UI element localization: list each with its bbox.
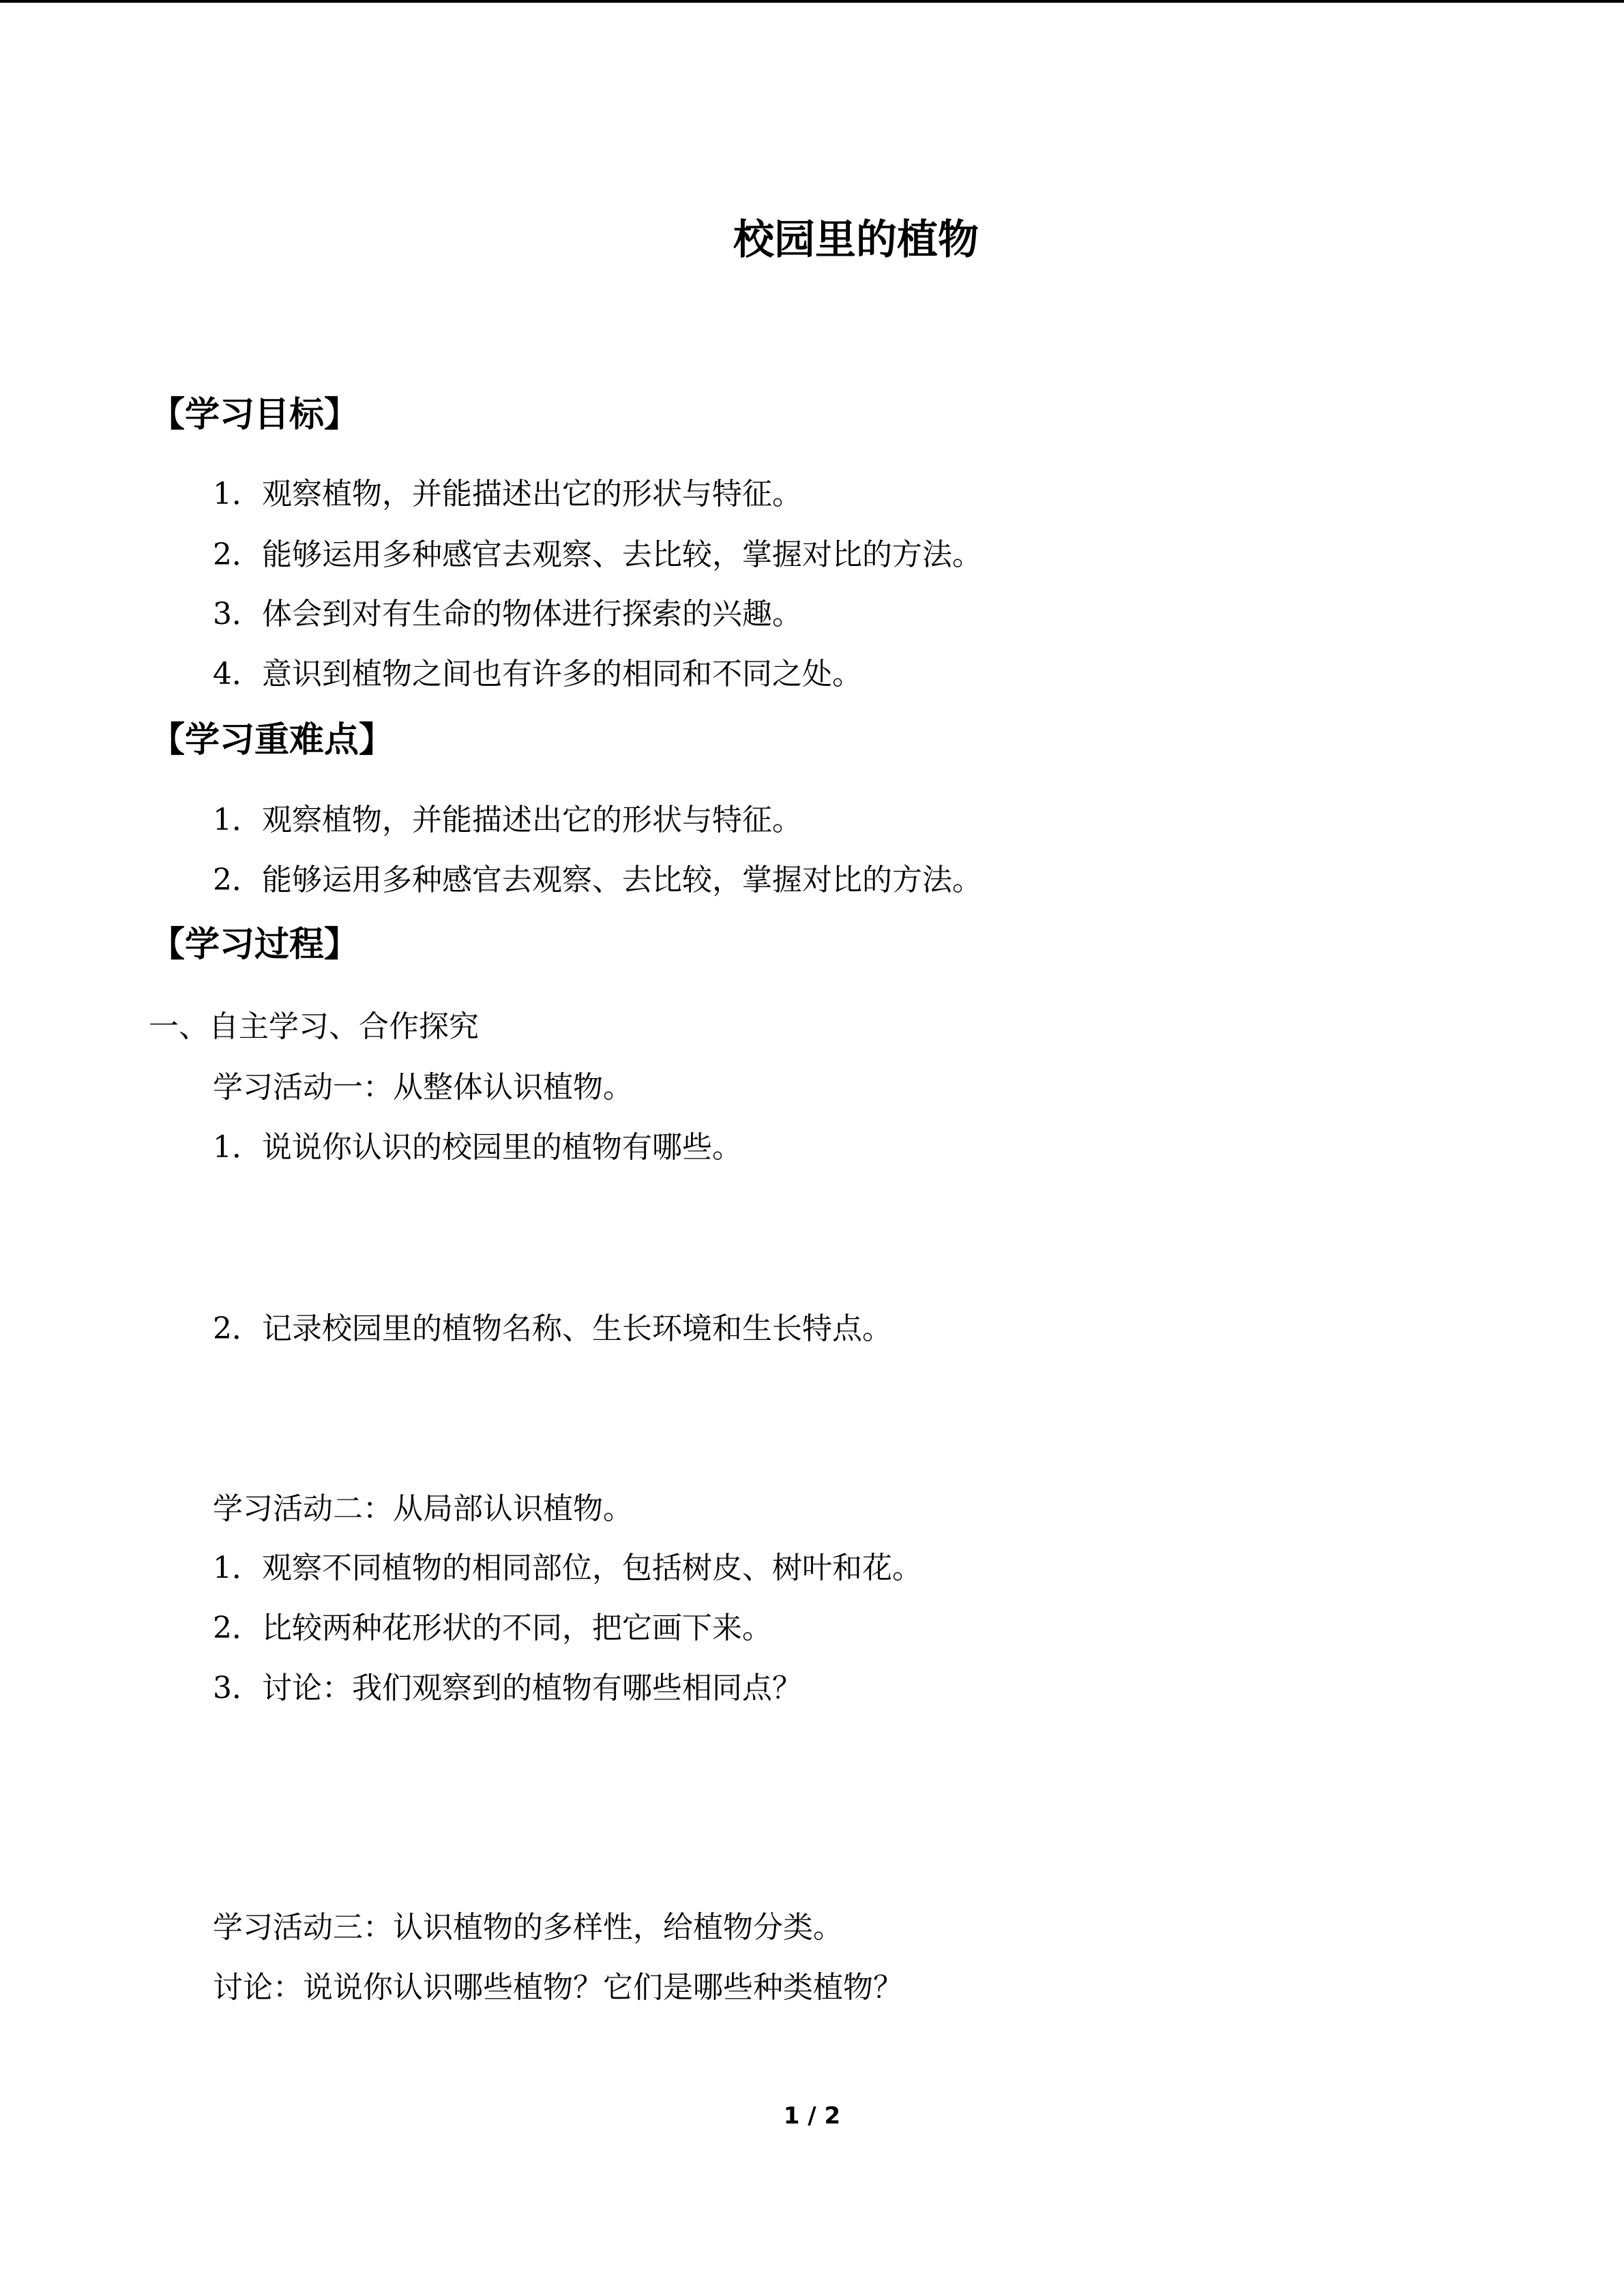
activity1-title: 学习活动一：从整体认识植物。 (213, 1070, 633, 1105)
activity2-item-3: 3．讨论：我们观察到的植物有哪些相同点？ (213, 1671, 802, 1705)
goal-item-1: 1．观察植物，并能描述出它的形状与特征。 (213, 477, 802, 511)
goal-item-4: 4．意识到植物之间也有许多的相同和不同之处。 (213, 657, 862, 691)
activity1-item-1: 1．说说你认识的校园里的植物有哪些。 (213, 1130, 742, 1165)
process-part-title: 一、自主学习、合作探究 (149, 1009, 479, 1044)
activity1-item-2: 2．记录校园里的植物名称、生长环境和生长特点。 (213, 1311, 892, 1346)
activity3-discussion: 讨论：说说你认识哪些植物？它们是哪些种类植物？ (213, 1970, 903, 2005)
activity3-title: 学习活动三：认识植物的多样性，给植物分类。 (213, 1910, 843, 1945)
activity2-item-2: 2．比较两种花形状的不同，把它画下来。 (213, 1611, 772, 1645)
document-title: 校园里的植物 (733, 216, 979, 264)
section-heading-key-points: 【学习重难点】 (150, 720, 394, 760)
activity2-item-1: 1．观察不同植物的相同部位，包括树皮、树叶和花。 (213, 1551, 922, 1585)
key-point-item-2: 2．能够运用多种感官去观察、去比较，掌握对比的方法。 (213, 863, 982, 897)
section-heading-goals: 【学习目标】 (150, 395, 359, 435)
activity2-title: 学习活动二：从局部认识植物。 (213, 1491, 633, 1526)
section-heading-process: 【学习过程】 (150, 925, 359, 965)
goal-item-2: 2．能够运用多种感官去观察、去比较，掌握对比的方法。 (213, 537, 982, 572)
page-top-border (0, 0, 1624, 3)
goal-item-3: 3．体会到对有生命的物体进行探索的兴趣。 (213, 597, 802, 631)
key-point-item-1: 1．观察植物，并能描述出它的形状与特征。 (213, 803, 802, 837)
page-number: 1 / 2 (783, 2102, 841, 2130)
